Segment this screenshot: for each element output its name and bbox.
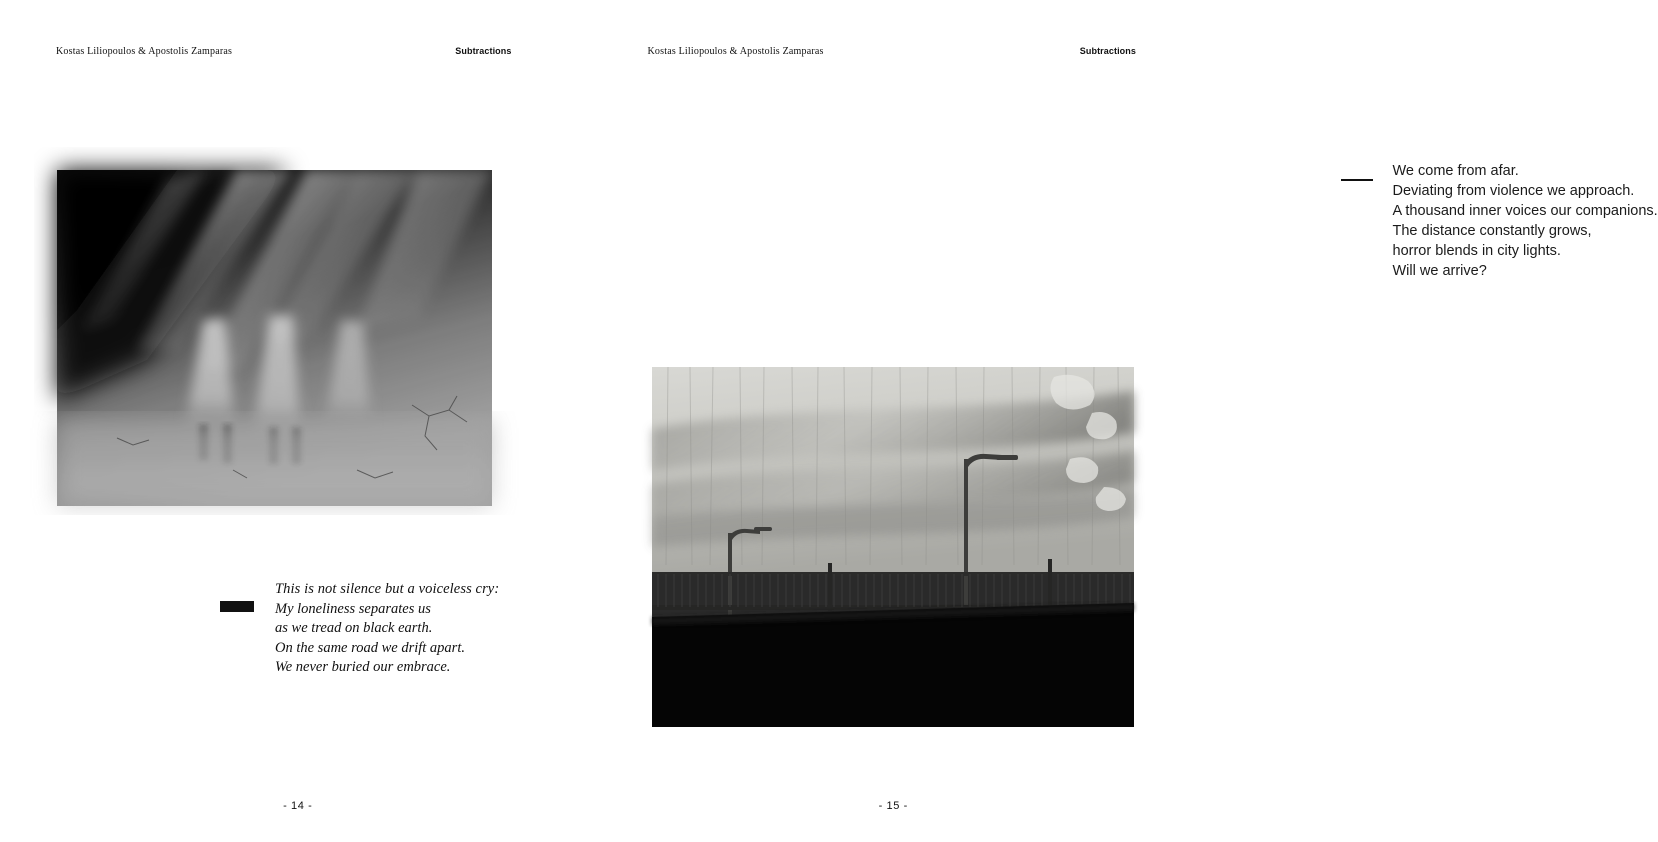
poem-marker-bar xyxy=(220,601,254,612)
poem-line: This is not silence but a voiceless cry: xyxy=(275,581,500,597)
running-head-title: Subtractions xyxy=(1079,46,1136,56)
right-page-poem xyxy=(1393,161,1658,282)
poem-marker-rule xyxy=(1341,179,1373,181)
page-number-left: - 14 - xyxy=(283,800,313,812)
poem-line: as we tread on black earth. xyxy=(275,620,433,637)
blurred-figures-photograph xyxy=(57,170,492,506)
right-page xyxy=(596,0,1658,842)
running-head-title: Subtractions xyxy=(455,46,512,56)
running-head-authors: Kostas Liliopoulos & Apostolis Zamparas xyxy=(647,46,824,57)
poem-line: We never buried our embrace. xyxy=(275,659,451,676)
left-page xyxy=(0,0,596,842)
poem-line: Deviating from violence we approach. xyxy=(1392,183,1635,200)
page-number-right: - 15 - xyxy=(878,800,908,812)
poem-line: My loneliness separates us xyxy=(275,600,431,617)
poem-line: The distance constantly grows, xyxy=(1392,223,1592,240)
left-page-poem xyxy=(275,580,499,678)
poem-line: Will we arrive? xyxy=(1392,263,1487,280)
poem-line: horror blends in city lights. xyxy=(1392,243,1561,260)
poem-line: We come from afar. xyxy=(1392,163,1519,179)
poem-line: On the same road we drift apart. xyxy=(275,639,465,656)
running-head-authors: Kostas Liliopoulos & Apostolis Zamparas xyxy=(56,46,233,57)
poem-line: A thousand inner voices our companions. xyxy=(1392,203,1658,220)
overpass-streetlights-photograph xyxy=(652,367,1134,727)
